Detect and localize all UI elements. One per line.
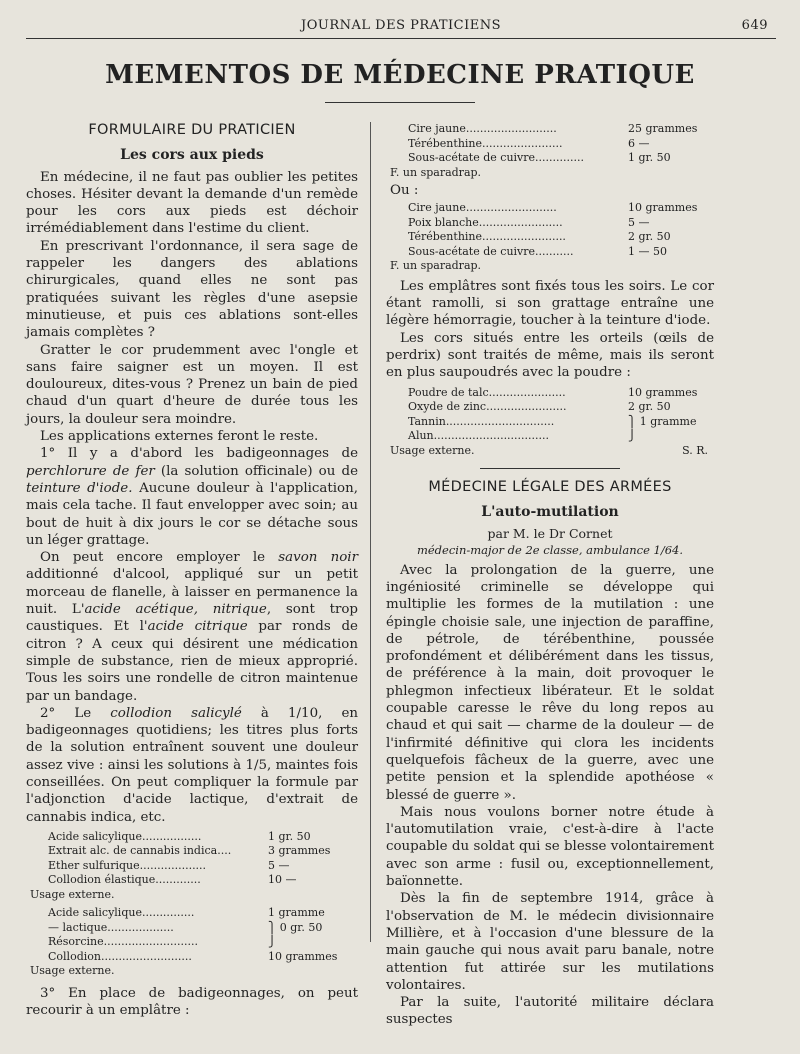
formula-row: Extrait alc. de cannabis indica.... 3 grammes bbox=[48, 844, 331, 858]
banner-title: MEMENTOS DE MÉDECINE PRATIQUE bbox=[105, 60, 695, 90]
article-subtitle-cors: Les cors aux pieds bbox=[120, 147, 264, 164]
usage-note: Usage externe. bbox=[30, 964, 115, 978]
paragraph: Les cors situés entre les orteils (œils de perdrix) sont traités de même, mais ils seront en plus saupoudrés avec la poudre : bbox=[386, 330, 714, 381]
paragraph: En médecine, il ne faut pas oublier les petites choses. Hésiter devant la demande d'un remède pour les cors aux pieds est déchoir irrémédiablement dans l'estime du client. bbox=[26, 169, 358, 237]
formula-row: Sous-acétate de cuivre.............. 1 gr. 50 bbox=[408, 151, 671, 164]
left-column bbox=[26, 118, 358, 1019]
author-affiliation: médecin-major de 2e classe, ambulance 1/64. bbox=[416, 542, 684, 557]
section-title-formulaire: FORMULAIRE DU PRATICIEN bbox=[88, 122, 296, 138]
formula-row: Sous-acétate de cuivre........... 1 — 50 bbox=[408, 244, 667, 258]
paragraph: Les applications externes feront le reste. bbox=[40, 429, 319, 445]
formula-1 bbox=[26, 830, 358, 888]
paragraph: Dès la fin de septembre 1914, grâce à l'observation de M. le médecin divisionnaire Millière, et à l'occasion d'une blessure de la main gauche qui nous avait paru banale, notre attention fut attirée sur les mutilations volontaires. bbox=[386, 891, 714, 993]
author-byline: par M. le Dr Cornet bbox=[487, 525, 613, 541]
alternative-label: Ou : bbox=[390, 183, 419, 198]
formula-row: Poudre de talc...................... 10 grammes bbox=[408, 385, 698, 399]
banner-divider bbox=[325, 102, 475, 103]
article-subtitle-auto-mutilation: L'auto-mutilation bbox=[481, 504, 619, 521]
formula-5 bbox=[386, 386, 714, 444]
formula-row: Acide salicylique............... 1 gramme bbox=[48, 906, 325, 920]
usage-note: Usage externe. S. R. bbox=[386, 444, 714, 459]
formula-row: Térébenthine........................ 2 gr. 50 bbox=[408, 230, 671, 244]
paragraph: 2° Le collodion salicylé à 1/10, en badigeonnages quotidiens; les titres plus forts de la solution entraînent souvent une douleur assez vive : ainsi les solutions à 1/5, maintes fois conseillées. On peut compliquer la formule par l'adjonction d'acide lactique, d'extrait de cannabis indica, etc. bbox=[26, 705, 359, 825]
formula-row: Poix blanche........................ 5 — bbox=[408, 215, 650, 229]
formula-row: Tannin............................... ⎫ 1 gramme bbox=[408, 414, 697, 428]
column-divider bbox=[370, 122, 371, 942]
paragraph: Les emplâtres sont fixés tous les soirs. Le cor étant ramolli, si son grattage entraîne une légère hémorragie, toucher à la teinture d'iode. bbox=[386, 278, 714, 329]
formula-row: Collodion élastique............. 10 — bbox=[48, 873, 297, 887]
formula-2 bbox=[26, 906, 358, 964]
paragraph: On peut encore employer le savon noir additionné d'alcool, appliqué sur un petit morceau de flanelle, à laisser en permanence la nuit. L'acide acétique, nitrique, sont trop caustiques. Et l'acide citrique par ronds de citron ? A ceux qui désirent une médication simple de substance, rien de mieux approprié. Tous les soirs une rondelle de citron maintenue par un bandage. bbox=[26, 550, 359, 704]
preparation-note: F. un sparadrap. bbox=[390, 259, 482, 273]
formula-row: Ether sulfurique................... 5 — bbox=[48, 858, 290, 872]
formula-row: Térébenthine....................... 6 — bbox=[408, 136, 650, 150]
paragraph: Avec la prolongation de la guerre, une ingéniosité criminelle se développe qui multiplie les formes de la mutilation : une épingle choisie sale, une injection de paraffine, de pétrole, de térébenthine, poussée profondément et délibérément dans les tissus, de préférence à la main, doit provoquer le phlegmon infectieux libérateur. Et le soldat coupable caresse le rêve du long repos au chaud et qui sait — charme de la douleur — de l'infirmité définitive qui clora les incidents quelquefois fâcheux de la guerre, avec une petite pension et la splendide apothéose « blessé de guerre ». bbox=[386, 562, 714, 803]
journal-title: JOURNAL DES PRATICIENS bbox=[301, 18, 501, 33]
paragraph: En prescrivant l'ordonnance, il sera sage de rappeler les dangers des ablations chirurgicales, quand elles ne sont pas pratiquées suivant les règles d'une asepsie minutieuse, et puis ces ablations sont-elles jamais complètes ? bbox=[26, 238, 358, 341]
formula-row: Alun................................. ⎭ bbox=[408, 429, 637, 443]
formula-row: Oxyde de zinc....................... 2 gr. 50 bbox=[408, 400, 671, 414]
formula-row: — lactique................... ⎫ 0 gr. 50 bbox=[48, 920, 323, 934]
formula-4 bbox=[386, 201, 714, 259]
paragraph: 1° Il y a d'abord les badigeonnages de perchlorure de fer (la solution officinale) ou de teinture d'iode. Aucune douleur à l'application, mais cela tache. Il faut envelopper avec soin; au bout de huit à dix jours le cor se détache sous un léger grattage. bbox=[26, 446, 359, 548]
usage-note: Usage externe. bbox=[30, 887, 115, 901]
paragraph: 3° En place de badigeonnages, on peut recourir à un emplâtre : bbox=[26, 985, 358, 1019]
formula-row: Cire jaune.......................... 10 grammes bbox=[408, 201, 698, 215]
formula-row: Résorcine........................... ⎭ bbox=[48, 935, 277, 949]
right-column bbox=[386, 118, 714, 1029]
section-divider bbox=[480, 468, 620, 469]
author-initials: S. R. bbox=[682, 443, 708, 457]
page-number: 649 bbox=[741, 18, 768, 33]
preparation-note: F. un sparadrap. bbox=[390, 165, 482, 179]
paragraph: Par la suite, l'autorité militaire déclara suspectes bbox=[386, 995, 714, 1028]
formula-row: Collodion.......................... 10 grammes bbox=[48, 949, 338, 963]
paragraph: Mais nous voulons borner notre étude à l'automutilation vraie, c'est-à-dire à l'acte coupable du soldat qui se blesse volontairement avec son arme : fusil ou, exceptionnellement, baïonnette. bbox=[386, 804, 714, 890]
paragraph: Gratter le cor prudemment avec l'ongle et sans faire saigner est un moyen. Il est douloureux, dites-vous ? Prenez un bain de pied chaud d'un quart d'heure de durée tous les jours, la douleur sera moindre. bbox=[26, 342, 358, 427]
formula-row: Cire jaune.......................... 25 grammes bbox=[408, 122, 698, 135]
section-title-medecine-legale: MÉDECINE LÉGALE DES ARMÉES bbox=[428, 479, 672, 496]
formula-row: Acide salicylique................. 1 gr. 50 bbox=[48, 829, 311, 843]
page-header bbox=[26, 14, 776, 39]
formula-3 bbox=[386, 122, 714, 166]
